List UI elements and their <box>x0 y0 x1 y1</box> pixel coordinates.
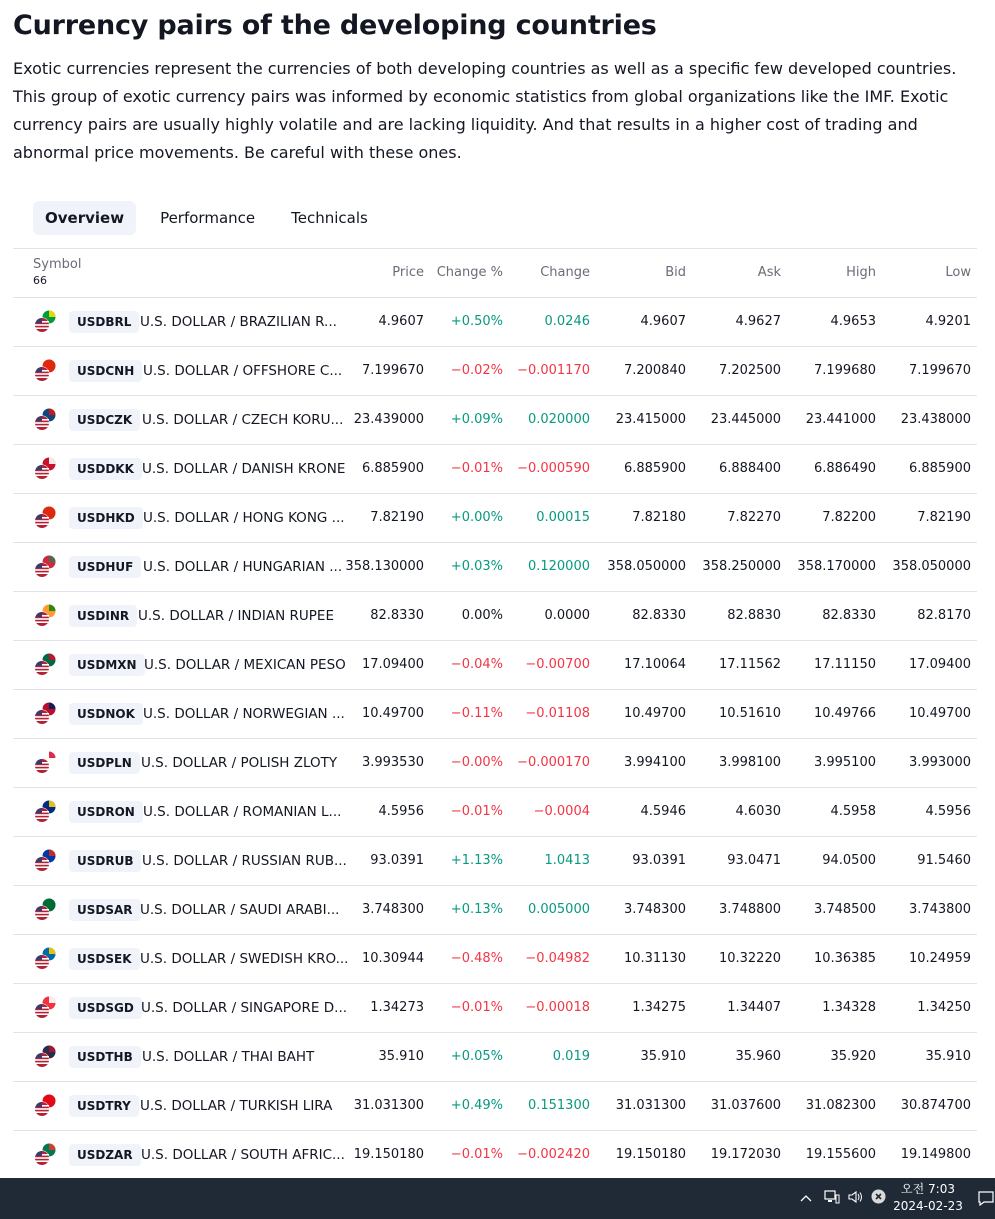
clock-time: 오전 7:03 <box>901 1182 955 1196</box>
price-cell: 19.150180 <box>353 1147 424 1162</box>
currency-pair-flag-icon <box>33 1094 57 1118</box>
change-cell: 0.151300 <box>527 1098 590 1113</box>
currency-pair-flag-icon <box>33 849 57 873</box>
table-body <box>13 298 977 1180</box>
change-pct-cell: +0.05% <box>450 1049 503 1064</box>
bid-cell: 19.150180 <box>615 1147 686 1162</box>
low-header[interactable]: Low <box>945 265 971 280</box>
currency-table <box>13 248 977 1180</box>
price-cell: 1.34273 <box>370 1000 424 1015</box>
low-cell: 358.050000 <box>892 559 971 574</box>
low-cell: 35.910 <box>925 1049 971 1064</box>
change-pct-cell: −0.02% <box>450 363 503 378</box>
price-cell: 23.439000 <box>353 412 424 427</box>
change-pct-cell: −0.00% <box>450 755 503 770</box>
price-cell: 10.30944 <box>361 951 424 966</box>
low-cell: 7.82190 <box>917 510 971 525</box>
ask-cell: 93.0471 <box>727 853 781 868</box>
change-pct-cell: +0.00% <box>450 510 503 525</box>
ask-cell: 4.6030 <box>735 804 781 819</box>
table-row[interactable] <box>13 543 977 592</box>
table-header <box>13 249 977 298</box>
low-cell: 91.5460 <box>917 853 971 868</box>
currency-pair-flag-icon <box>33 1143 57 1167</box>
pair-description: U.S. DOLLAR / ROMANIAN L... <box>143 804 342 820</box>
price-cell: 7.82190 <box>370 510 424 525</box>
low-cell: 23.438000 <box>900 412 971 427</box>
ticker-badge[interactable]: USDHKD <box>69 507 143 529</box>
bid-cell: 4.5946 <box>640 804 686 819</box>
ticker-badge[interactable]: USDSAR <box>69 899 141 921</box>
low-cell: 3.993000 <box>908 755 971 770</box>
low-cell: 30.874700 <box>900 1098 971 1113</box>
ticker-badge[interactable]: USDMXN <box>69 654 145 676</box>
change-cell: 0.020000 <box>527 412 590 427</box>
change-cell: 0.005000 <box>527 902 590 917</box>
page-description: Exotic currencies represent the currencies of both developing countries as well as a specific few developed countries. This group of exotic currency pairs was informed by economic statistics from global organizations like the IMF. Exotic currency pairs are usually highly volatile and are lacking liquidity. And that results in a higher cost of trading and abnormal price movements. Be careful with these ones. <box>13 59 957 162</box>
ask-cell: 35.960 <box>735 1049 781 1064</box>
low-cell: 1.34250 <box>917 1000 971 1015</box>
bid-cell: 3.994100 <box>623 755 686 770</box>
bid-cell: 93.0391 <box>632 853 686 868</box>
change-pct-cell: +0.09% <box>450 412 503 427</box>
high-cell: 1.34328 <box>822 1000 876 1015</box>
change-pct-cell: −0.48% <box>450 951 503 966</box>
pair-description: U.S. DOLLAR / INDIAN RUPEE <box>138 608 334 624</box>
speaker-icon[interactable] <box>844 1190 866 1208</box>
price-cell: 4.9607 <box>378 314 424 329</box>
change-cell: −0.00018 <box>525 1000 590 1015</box>
bid-header[interactable]: Bid <box>665 265 686 280</box>
symbol-header-label: Symbol <box>33 257 82 272</box>
clock-date: 2024-02-23 <box>893 1199 963 1213</box>
pair-description: U.S. DOLLAR / NORWEGIAN ... <box>143 706 345 722</box>
change-cell: −0.001170 <box>517 363 590 378</box>
currency-pair-flag-icon <box>33 996 57 1020</box>
change-pct-cell: +0.13% <box>450 902 503 917</box>
symbol-count: 66 <box>33 274 47 287</box>
bid-cell: 17.10064 <box>623 657 686 672</box>
high-cell: 7.199680 <box>813 363 876 378</box>
pair-description: U.S. DOLLAR / SOUTH AFRIC... <box>141 1147 345 1163</box>
change-pct-cell: −0.01% <box>450 461 503 476</box>
price-cell: 3.993530 <box>361 755 424 770</box>
symbol-header[interactable] <box>33 257 81 289</box>
table-row[interactable] <box>13 641 977 690</box>
currency-pair-flag-icon <box>33 898 57 922</box>
bid-cell: 4.9607 <box>640 314 686 329</box>
high-cell: 358.170000 <box>797 559 876 574</box>
ask-cell: 82.8830 <box>727 608 781 623</box>
table-row[interactable] <box>13 298 977 347</box>
bid-cell: 23.415000 <box>615 412 686 427</box>
pair-description: U.S. DOLLAR / SINGAPORE D... <box>141 1000 348 1016</box>
ask-cell: 1.34407 <box>727 1000 781 1015</box>
currency-pair-flag-icon <box>33 506 57 530</box>
change-cell: 1.0413 <box>544 853 590 868</box>
pair-description: U.S. DOLLAR / POLISH ZLOTY <box>141 755 338 771</box>
bid-cell: 10.31130 <box>623 951 686 966</box>
currency-pair-flag-icon <box>33 310 57 334</box>
price-cell: 3.748300 <box>361 902 424 917</box>
pair-description: U.S. DOLLAR / SWEDISH KRO... <box>140 951 349 967</box>
change-header[interactable]: Change <box>540 265 590 280</box>
table-row[interactable] <box>13 494 977 543</box>
ticker-badge[interactable]: USDRON <box>69 801 143 823</box>
low-cell: 4.9201 <box>925 314 971 329</box>
bid-cell: 7.82180 <box>632 510 686 525</box>
pair-description: U.S. DOLLAR / OFFSHORE C... <box>143 363 343 379</box>
change-pct-cell: −0.01% <box>450 1147 503 1162</box>
change-cell: −0.000590 <box>517 461 590 476</box>
ticker-badge[interactable]: USDSGD <box>69 997 142 1019</box>
network-icon[interactable] <box>820 1190 844 1208</box>
change-cell: −0.00700 <box>525 657 590 672</box>
ask-cell: 10.51610 <box>718 706 781 721</box>
change-pct-cell: 0.00% <box>461 608 503 623</box>
change-pct-cell: +0.50% <box>450 314 503 329</box>
tray-icons <box>798 1178 890 1219</box>
ticker-badge[interactable]: USDCZK <box>69 409 140 431</box>
change-cell: −0.002420 <box>517 1147 590 1162</box>
pair-description: U.S. DOLLAR / DANISH KRONE <box>142 461 346 477</box>
change-pct-cell: −0.04% <box>450 657 503 672</box>
ticker-badge[interactable]: USDTRY <box>69 1095 139 1117</box>
bid-cell: 358.050000 <box>607 559 686 574</box>
change-cell: 0.00015 <box>536 510 590 525</box>
ticker-badge[interactable]: USDSEK <box>69 948 140 970</box>
bid-cell: 7.200840 <box>623 363 686 378</box>
low-cell: 17.09400 <box>908 657 971 672</box>
change-cell: −0.000170 <box>517 755 590 770</box>
price-header[interactable]: Price <box>392 265 424 280</box>
change-cell: −0.01108 <box>525 706 590 721</box>
pair-description: U.S. DOLLAR / TURKISH LIRA <box>140 1098 333 1114</box>
ask-cell: 19.172030 <box>710 1147 781 1162</box>
high-cell: 23.441000 <box>805 412 876 427</box>
pair-description: U.S. DOLLAR / SAUDI ARABI... <box>140 902 340 918</box>
price-cell: 6.885900 <box>361 461 424 476</box>
table-row[interactable] <box>13 1131 977 1180</box>
tab-technicals[interactable]: Technicals <box>291 209 368 227</box>
price-cell: 10.49700 <box>361 706 424 721</box>
change-pct-cell: −0.01% <box>450 1000 503 1015</box>
pair-description: U.S. DOLLAR / HONG KONG ... <box>143 510 345 526</box>
pair-description: U.S. DOLLAR / CZECH KORU... <box>142 412 344 428</box>
change-pct-cell: +0.49% <box>450 1098 503 1113</box>
pair-description: U.S. DOLLAR / HUNGARIAN ... <box>143 559 343 575</box>
bid-cell: 82.8330 <box>632 608 686 623</box>
close-circle-icon[interactable] <box>866 1189 890 1208</box>
change-pct-cell: −0.11% <box>450 706 503 721</box>
ask-cell: 7.82270 <box>727 510 781 525</box>
tab-bar <box>33 201 392 235</box>
price-cell: 358.130000 <box>345 559 424 574</box>
change-cell: −0.04982 <box>525 951 590 966</box>
high-cell: 31.082300 <box>805 1098 876 1113</box>
ticker-badge[interactable]: USDPLN <box>69 752 140 774</box>
high-cell: 19.155600 <box>805 1147 876 1162</box>
high-cell: 4.5958 <box>830 804 876 819</box>
low-cell: 10.24959 <box>908 951 971 966</box>
high-cell: 7.82200 <box>822 510 876 525</box>
low-cell: 3.743800 <box>908 902 971 917</box>
ticker-badge[interactable]: USDTHB <box>69 1046 141 1068</box>
ask-cell: 31.037600 <box>710 1098 781 1113</box>
bid-cell: 6.885900 <box>623 461 686 476</box>
table-row[interactable] <box>13 739 977 788</box>
change-cell: 0.019 <box>552 1049 590 1064</box>
table-row[interactable] <box>13 592 977 641</box>
price-cell: 4.5956 <box>378 804 424 819</box>
high-cell: 10.49766 <box>813 706 876 721</box>
ticker-badge[interactable]: USDRUB <box>69 850 141 872</box>
ticker-badge[interactable]: USDINR <box>69 605 137 627</box>
currency-pair-flag-icon <box>33 408 57 432</box>
ask-cell: 7.202500 <box>718 363 781 378</box>
currency-pair-flag-icon <box>33 947 57 971</box>
currency-pair-flag-icon <box>33 702 57 726</box>
bid-cell: 10.49700 <box>623 706 686 721</box>
change-pct-header[interactable]: Change % <box>436 265 503 280</box>
bid-cell: 35.910 <box>640 1049 686 1064</box>
change-cell: 0.120000 <box>527 559 590 574</box>
ask-cell: 358.250000 <box>702 559 781 574</box>
ask-cell: 17.11562 <box>718 657 781 672</box>
currency-pair-flag-icon <box>33 800 57 824</box>
bid-cell: 1.34275 <box>632 1000 686 1015</box>
currency-pair-flag-icon <box>33 555 57 579</box>
table-row[interactable] <box>13 935 977 984</box>
bid-cell: 31.031300 <box>615 1098 686 1113</box>
low-cell: 4.5956 <box>925 804 971 819</box>
change-pct-cell: +0.03% <box>450 559 503 574</box>
high-cell: 35.920 <box>830 1049 876 1064</box>
change-pct-cell: +1.13% <box>450 853 503 868</box>
price-cell: 93.0391 <box>370 853 424 868</box>
notification-icon[interactable] <box>978 1178 994 1219</box>
change-cell: −0.0004 <box>533 804 590 819</box>
high-cell: 4.9653 <box>830 314 876 329</box>
ask-cell: 3.998100 <box>718 755 781 770</box>
change-cell: 0.0000 <box>544 608 590 623</box>
table-row[interactable] <box>13 984 977 1033</box>
pair-description: U.S. DOLLAR / MEXICAN PESO <box>144 657 346 673</box>
price-cell: 82.8330 <box>370 608 424 623</box>
ask-cell: 6.888400 <box>718 461 781 476</box>
tab-performance[interactable]: Performance <box>160 209 256 227</box>
pair-description: U.S. DOLLAR / THAI BAHT <box>142 1049 315 1065</box>
table-row[interactable] <box>13 396 977 445</box>
price-cell: 35.910 <box>378 1049 424 1064</box>
ticker-badge[interactable]: USDCNH <box>69 360 142 382</box>
high-cell: 82.8330 <box>822 608 876 623</box>
price-cell: 31.031300 <box>353 1098 424 1113</box>
price-cell: 7.199670 <box>361 363 424 378</box>
high-cell: 6.886490 <box>813 461 876 476</box>
clock[interactable] <box>890 1181 966 1215</box>
table-row[interactable] <box>13 1033 977 1082</box>
page-title: Currency pairs of the developing countries <box>13 10 657 41</box>
high-cell: 3.995100 <box>813 755 876 770</box>
bid-cell: 3.748300 <box>623 902 686 917</box>
ask-cell: 10.32220 <box>718 951 781 966</box>
ticker-badge[interactable]: USDHUF <box>69 556 141 578</box>
currency-pair-flag-icon <box>33 751 57 775</box>
high-cell: 17.11150 <box>813 657 876 672</box>
low-cell: 82.8170 <box>917 608 971 623</box>
low-cell: 7.199670 <box>908 363 971 378</box>
ticker-badge[interactable]: USDNOK <box>69 703 143 725</box>
ticker-badge[interactable]: USDZAR <box>69 1144 141 1166</box>
ask-cell: 3.748800 <box>718 902 781 917</box>
table-row[interactable] <box>13 788 977 837</box>
high-cell: 3.748500 <box>813 902 876 917</box>
table-row[interactable] <box>13 837 977 886</box>
high-cell: 10.36385 <box>813 951 876 966</box>
change-cell: 0.0246 <box>544 314 590 329</box>
ask-cell: 4.9627 <box>735 314 781 329</box>
high-cell: 94.0500 <box>822 853 876 868</box>
high-header[interactable]: High <box>846 265 876 280</box>
ask-header[interactable]: Ask <box>757 265 781 280</box>
pair-description: U.S. DOLLAR / RUSSIAN RUB... <box>142 853 347 869</box>
currency-pair-flag-icon <box>33 457 57 481</box>
ticker-badge[interactable]: USDDKK <box>69 458 142 480</box>
currency-pair-flag-icon <box>33 359 57 383</box>
price-cell: 17.09400 <box>361 657 424 672</box>
ask-cell: 23.445000 <box>710 412 781 427</box>
taskbar <box>0 1178 995 1219</box>
tab-overview[interactable]: Overview <box>33 201 136 235</box>
low-cell: 10.49700 <box>908 706 971 721</box>
ticker-badge[interactable]: USDBRL <box>69 311 139 333</box>
table-row[interactable] <box>13 1082 977 1131</box>
table-row[interactable] <box>13 445 977 494</box>
table-row[interactable] <box>13 886 977 935</box>
table-row[interactable] <box>13 690 977 739</box>
chevron-up-icon[interactable] <box>798 1191 814 1206</box>
low-cell: 6.885900 <box>908 461 971 476</box>
pair-description: U.S. DOLLAR / BRAZILIAN R... <box>140 314 337 330</box>
table-row[interactable] <box>13 347 977 396</box>
currency-pair-flag-icon <box>33 653 57 677</box>
low-cell: 19.149800 <box>900 1147 971 1162</box>
currency-pair-flag-icon <box>33 1045 57 1069</box>
change-pct-cell: −0.01% <box>450 804 503 819</box>
currency-pair-flag-icon <box>33 604 57 628</box>
